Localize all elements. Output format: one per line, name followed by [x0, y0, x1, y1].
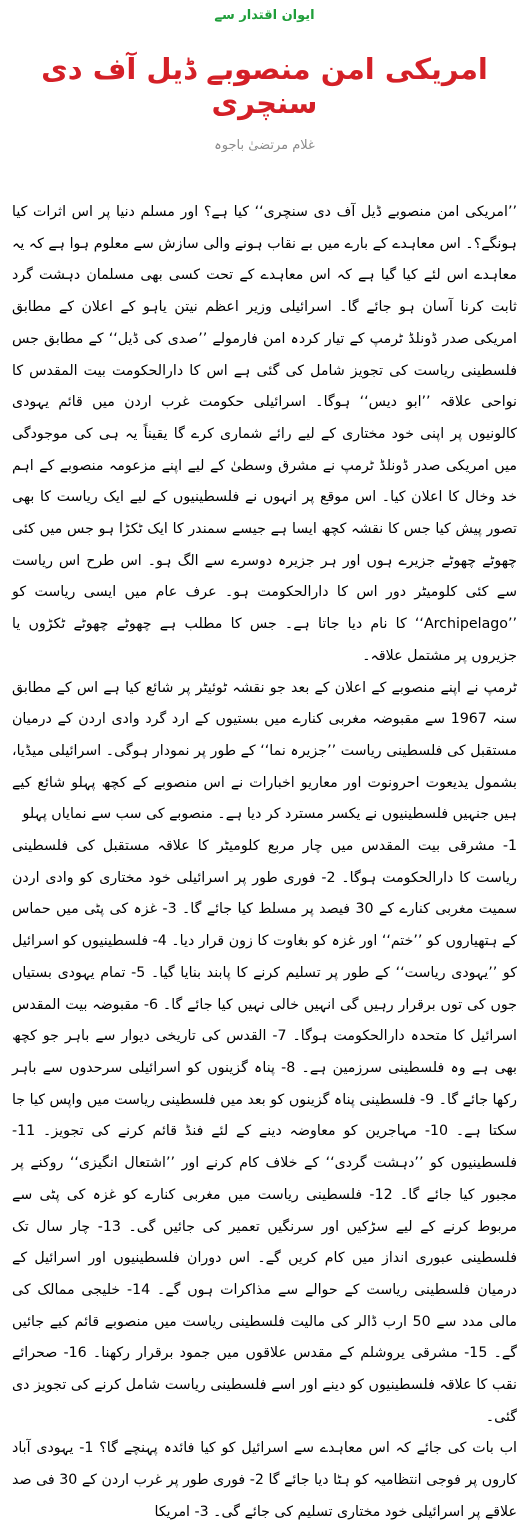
- body-paragraph: ٹرمپ نے اپنے منصوبے کے اعلان کے بعد جو نقشہ ٹوئیٹر پر شائع کیا ہے اس کے مطابق سنہ 1967 سے مقبوضہ مغربی کنارے میں بستیوں کے ارد گرد وادی اردن کے درمیان مستقبل کی فلسطینی ریاست ’’جزیرہ نما‘‘ کے طور پر نمودار ہوگی۔ اسرائیلی میڈیا، بشمول یدیعوت احرونوت اور معاریو اخبارات نے اس منصوبے کے کچھ پہلو شائع کیے ہیں جنہیں فلسطینیوں نے یکسر مسترد کر دیا ہے۔ منصوبے کی سب سے نمایاں پہلو: [12, 679, 517, 823]
- article-headline: امریکی امن منصوبے ڈیل آف دی سنچری: [41, 52, 488, 120]
- body-paragraph: ’’امریکی امن منصوبے ڈیل آف دی سنچری‘‘ کیا ہے؟ اور مسلم دنیا پر اس اثرات کیا ہونگے؟۔ اس معاہدے کے بارے میں بے نقاب ہونے والی سازش سے معلوم ہوا ہے کہ یہ معاہدے اس لئے کیا گیا ہے کہ اس معاہدے کے تحت کسی بھی مسلمان دہشت گرد ثابت کرنا آسان ہو جائے گا۔ اسرائیلی وزیر اعظم نیتن یاہو کے اعلان کے مطابق امریکی صدر ڈونلڈ ٹرمپ کے تیار کردہ امن فارمولے ’’صدی کی ڈیل‘‘ کے مطابق جس فلسطینی ریاست کی تجویز شامل کی گئی ہے اس کا دارالحکومت بیت المقدس کا نواحی علاقہ ’’ابو دیس‘‘ ہوگا۔ اسرائیلی حکومت غرب اردن میں قائم یہودی کالونیوں پر اپنی خود مختاری کے لیے رائے شماری کرے گا یقیناً یہ ہی کی موجودگی میں امریکی صدر ڈونلڈ ٹرمپ نے مشرق وسطیٰ کے لیے اپنے مزعومہ منصوبے کے اہم خد وخال کا اعلان کیا۔ اس موقع پر انہوں نے فلسطینیوں کے لیے ایک ریاست کا بھی تصور پیش کیا جس کا نقشہ کچھ ایسا ہے جیسے سمندر کا ایک ٹکڑا ہو جس میں کئی چھوٹے چھوٹے جزیرے ہوں اور ہر جزیرہ دوسرے سے الگ ہو۔ اس طرح اس ریاست سے کئی کلومیٹر دور اس کا دارالحکومت ہو۔ عرف عام میں ایسی ریاست کو ’’Archipelago‘‘ کا نام دیا جاتا ہے۔ جس کا مطلب ہے چھوٹے چھوٹے ٹکڑوں یا جزیروں پر مشتمل علاقہ۔: [12, 204, 517, 664]
- author-byline: غلام مرتضیٰ باجوہ: [214, 138, 315, 153]
- body-paragraph: اب بات کی جائے کہ اس معاہدے سے اسرائیل کو کیا فائدہ پہنچے گا؟ 1- یہودی آباد کاروں پر فوجی انتظامیہ کو ہٹا دیا جائے گا 2- فوری طور پر غرب اردن کے 30 فی صد علاقے پر اسرائیلی خود مختاری تسلیم کی جائے گی۔ 3- امریکا: [12, 1440, 517, 1520]
- column-kicker: ایوان اقتدار سے: [214, 8, 315, 23]
- article-body: [12, 197, 517, 1529]
- body-paragraph: 1- مشرقی بیت المقدس میں چار مربع کلومیٹر کا علاقہ مستقبل کی فلسطینی ریاست کا دارالحکومت ہوگا۔ 2- فوری طور پر اسرائیلی خود مختاری کو وادی اردن سمیت مغربی کنارے کے 30 فیصد پر مسلط کیا جائے گا۔ 3- غزہ کی پٹی میں حماس کے ہتھیاروں کو ’’ختم‘‘ اور غزہ کو بغاوت کا زون قرار دیا۔ 4- فلسطینیوں کو اسرائیل کو ’’یہودی ریاست‘‘ کے طور پر تسلیم کرنے کا پابند بنایا گیا۔ 5- تمام یہودی بستیاں جوں کی توں برقرار رہیں گی انہیں خالی نہیں کیا جائے گا۔ 6- مقبوضہ بیت المقدس اسرائیل کا متحدہ دارالحکومت ہوگا۔ 7- القدس کی تاریخی دیوار سے باہر جو کچھ بھی ہے وہ فلسطینی سرزمین ہے۔ 8- پناہ گزینوں کو اسرائیلی سرحدوں سے باہر رکھا جائے گا۔ 9- فلسطینی پناہ گزینوں کو بعد میں فلسطینی ریاست میں واپس کیا جا سکتا ہے۔ 10- مہاجرین کو معاوضہ دینے کے لئے فنڈ قائم کرنے کی تجویز۔ 11- فلسطینیوں کو ’’دہشت گردی‘‘ کے خلاف کام کرنے اور ’’اشتعال انگیزی‘‘ روکنے پر مجبور کیا جائے گا۔ 12- فلسطینی ریاست میں مغربی کنارے کو غزہ کی پٹی سے مربوط کرنے کے لیے سڑکیں اور سرنگیں تعمیر کی جائیں گی۔ 13- چار سال تک فلسطینی عبوری انداز میں کام کریں گے۔ اس دوران فلسطینیوں اور اسرائیل کے درمیان فلسطینی ریاست کے حوالے سے مذاکرات ہوں گے۔ 14- خلیجی ممالک کی مالی مدد سے 50 ارب ڈالر کی مالیت فلسطینی ریاست میں منصوبے قائم کیے جائیں گے۔ 15- مشرقی یروشلم کے مقدس علاقوں میں جمود برقرار رکھنا۔ 16- صحرائے نقب کا علاقہ فلسطینیوں کو دینے اور اسے فلسطینی ریاست شامل کرنے کی تجویز دی گئی۔: [12, 838, 518, 1425]
